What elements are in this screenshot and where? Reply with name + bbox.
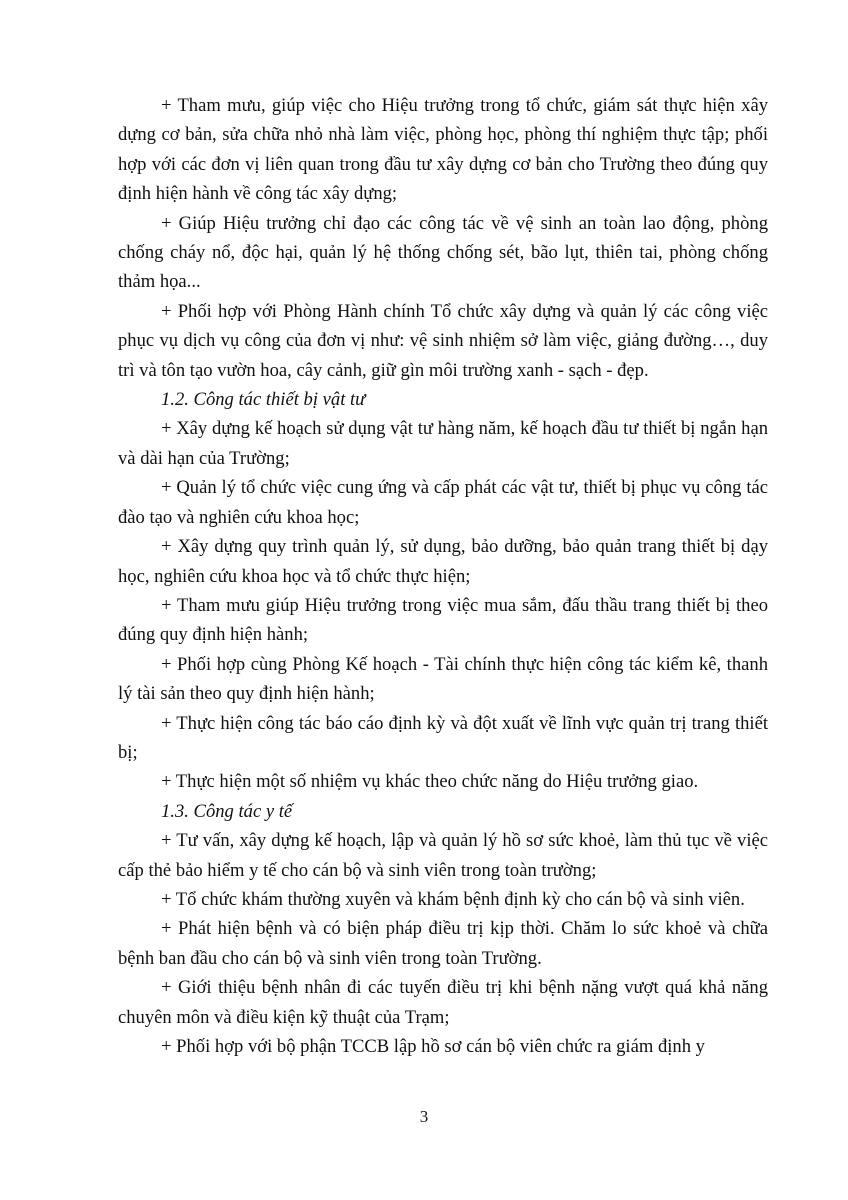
paragraph-14: + Giới thiệu bệnh nhân đi các tuyến điều trị khi bệnh nặng vượt quá khả năng chuyên môn và điều kiện kỹ thuật của Trạm; bbox=[118, 977, 768, 1028]
paragraph-7: + Tham mưu giúp Hiệu trưởng trong việc mua sắm, đấu thầu trang thiết bị theo đúng quy định hiện hành; bbox=[118, 594, 768, 646]
paragraph-15: + Phối hợp với bộ phận TCCB lập hồ sơ cán bộ viên chức ra giám định y bbox=[161, 1036, 705, 1057]
paragraph-6: + Xây dựng quy trình quản lý, sử dụng, bảo dưỡng, bảo quản trang thiết bị dạy học, nghiên cứu khoa học và tổ chức thực hiện; bbox=[118, 536, 768, 587]
paragraph-12: + Tổ chức khám thường xuyên và khám bệnh định kỳ cho cán bộ và sinh viên. bbox=[161, 888, 745, 910]
section-heading-1-3: 1.3. Công tác y tế bbox=[161, 800, 293, 822]
paragraph-1: + Tham mưu, giúp việc cho Hiệu trưởng trong tổ chức, giám sát thực hiện xây dựng cơ bản, sửa chữa nhỏ nhà làm việc, phòng học, phòng thí nghiệm thực tập; phối hợp với các đơn vị liên quan trong đầu tư xây dựng cơ bản cho Trường theo đúng quy định hiện hành về công tác xây dựng; bbox=[118, 95, 768, 205]
paragraph-11: + Tư vấn, xây dựng kế hoạch, lập và quản lý hồ sơ sức khoẻ, làm thủ tục về việc cấp thẻ bảo hiểm y tế cho cán bộ và sinh viên trong toàn trường; bbox=[118, 830, 768, 881]
paragraph-13: + Phát hiện bệnh và có biện pháp điều trị kịp thời. Chăm lo sức khoẻ và chữa bệnh ban đầu cho cán bộ và sinh viên trong toàn Trường. bbox=[118, 918, 768, 969]
paragraph-10: + Thực hiện một số nhiệm vụ khác theo chức năng do Hiệu trưởng giao. bbox=[161, 771, 699, 793]
paragraph-5: + Quản lý tổ chức việc cung ứng và cấp phát các vật tư, thiết bị phục vụ công tác đào tạo và nghiên cứu khoa học; bbox=[118, 477, 768, 528]
paragraph-3: + Phối hợp với Phòng Hành chính Tổ chức xây dựng và quản lý các công việc phục vụ dịch vụ công của đơn vị như: vệ sinh nhiệm sở làm việc, giảng đường…, duy trì và tôn tạo vườn hoa, cây cảnh, giữ gìn môi trường xanh - sạch - đẹp. bbox=[118, 300, 768, 381]
document-body bbox=[118, 91, 768, 1061]
paragraph-8: + Phối hợp cùng Phòng Kế hoạch - Tài chính thực hiện công tác kiểm kê, thanh lý tài sản theo quy định hiện hành; bbox=[118, 653, 768, 705]
paragraph-4: + Xây dựng kế hoạch sử dụng vật tư hàng năm, kế hoạch đầu tư thiết bị ngắn hạn và dài hạn của Trường; bbox=[118, 418, 768, 469]
paragraph-2: + Giúp Hiệu trưởng chỉ đạo các công tác về vệ sinh an toàn lao động, phòng chống cháy nổ, độc hại, quản lý hệ thống chống sét, bão lụt, thiên tai, phòng chống thảm họa... bbox=[118, 212, 768, 293]
section-heading-1-2: 1.2. Công tác thiết bị vật tư bbox=[161, 389, 366, 411]
page-number: 3 bbox=[419, 1107, 429, 1126]
paragraph-9: + Thực hiện công tác báo cáo định kỳ và đột xuất về lĩnh vực quản trị trang thiết bị; bbox=[118, 712, 768, 763]
